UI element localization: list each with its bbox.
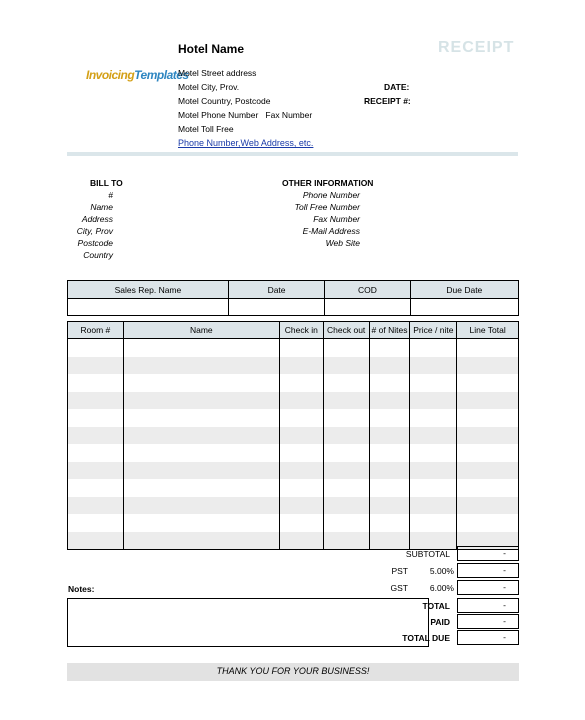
other-info-email: E-Mail Address	[302, 226, 360, 236]
bill-to-country: Country	[83, 250, 113, 260]
contact-link[interactable]: Phone Number,Web Address, etc.	[178, 138, 314, 148]
other-info-phone: Phone Number	[302, 190, 360, 200]
table-row[interactable]	[68, 374, 519, 392]
header-separator	[67, 152, 518, 156]
gst-label: GST	[390, 583, 408, 593]
sales-table	[67, 280, 519, 316]
sales-rep-header: Sales Rep. Name	[68, 281, 229, 299]
table-row[interactable]	[68, 444, 519, 462]
address-line-3: Motel Country, Postcode	[178, 96, 271, 106]
table-row[interactable]	[68, 409, 519, 427]
paid-label: PAID	[430, 617, 450, 627]
pst-label: PST	[391, 566, 408, 576]
address-line-1: Motel Street address	[178, 68, 257, 78]
date-cell[interactable]	[228, 299, 324, 316]
other-info-fax: Fax Number	[313, 214, 360, 224]
nites-header: # of Nites	[369, 322, 410, 339]
bill-to-postcode: Postcode	[77, 238, 113, 248]
notes-label: Notes:	[68, 584, 95, 594]
table-row[interactable]	[68, 339, 519, 357]
receipt-title: RECEIPT	[438, 39, 515, 56]
subtotal-value: -	[457, 546, 519, 561]
pst-value: -	[457, 563, 519, 578]
due-date-cell[interactable]	[410, 299, 518, 316]
other-info-toll-free: Toll Free Number	[294, 202, 360, 212]
table-row[interactable]	[68, 479, 519, 497]
date-label: DATE:	[384, 82, 410, 92]
cod-cell[interactable]	[325, 299, 410, 316]
date-header: Date	[228, 281, 324, 299]
gst-value: -	[457, 580, 519, 595]
other-info-website: Web Site	[325, 238, 360, 248]
bill-to-city: City, Prov	[76, 226, 113, 236]
bill-to-number: #	[108, 190, 113, 200]
total-label: TOTAL	[422, 601, 450, 611]
items-table	[67, 321, 519, 550]
notes-field[interactable]	[67, 598, 429, 647]
other-info-title: OTHER INFORMATION	[282, 178, 374, 188]
total-value: -	[457, 598, 519, 613]
table-row[interactable]	[68, 514, 519, 532]
logo: InvoicingTemplates	[86, 68, 189, 82]
address-line-5: Motel Toll Free	[178, 124, 234, 134]
total-due-value: -	[457, 630, 519, 645]
room-header: Room #	[68, 322, 124, 339]
total-due-label: TOTAL DUE	[402, 633, 450, 643]
table-row[interactable]	[68, 392, 519, 410]
subtotal-label: SUBTOTAL	[405, 549, 450, 559]
cod-header: COD	[325, 281, 410, 299]
table-row[interactable]	[68, 357, 519, 375]
name-header: Name	[123, 322, 279, 339]
thank-you-footer: THANK YOU FOR YOUR BUSINESS!	[67, 663, 519, 681]
address-line-4: Motel Phone Number Fax Number	[178, 110, 313, 120]
address-line-2: Motel City, Prov.	[178, 82, 240, 92]
due-date-header: Due Date	[410, 281, 518, 299]
line-total-header: Line Total	[457, 322, 519, 339]
table-row[interactable]	[68, 427, 519, 445]
bill-to-address: Address	[81, 214, 113, 224]
hotel-name: Hotel Name	[178, 42, 245, 56]
price-header: Price / nite	[410, 322, 457, 339]
receipt-number-label: RECEIPT #:	[364, 96, 411, 106]
table-row[interactable]	[68, 462, 519, 480]
paid-value[interactable]: -	[457, 614, 519, 629]
pst-rate[interactable]: 5.00%	[429, 566, 454, 576]
bill-to-name: Name	[90, 202, 113, 212]
gst-rate[interactable]: 6.00%	[429, 583, 454, 593]
check-out-header: Check out	[323, 322, 369, 339]
table-row[interactable]	[68, 497, 519, 515]
sales-rep-cell[interactable]	[68, 299, 229, 316]
check-in-header: Check in	[279, 322, 323, 339]
table-row[interactable]	[68, 532, 519, 550]
bill-to-title: BILL TO	[90, 178, 123, 188]
